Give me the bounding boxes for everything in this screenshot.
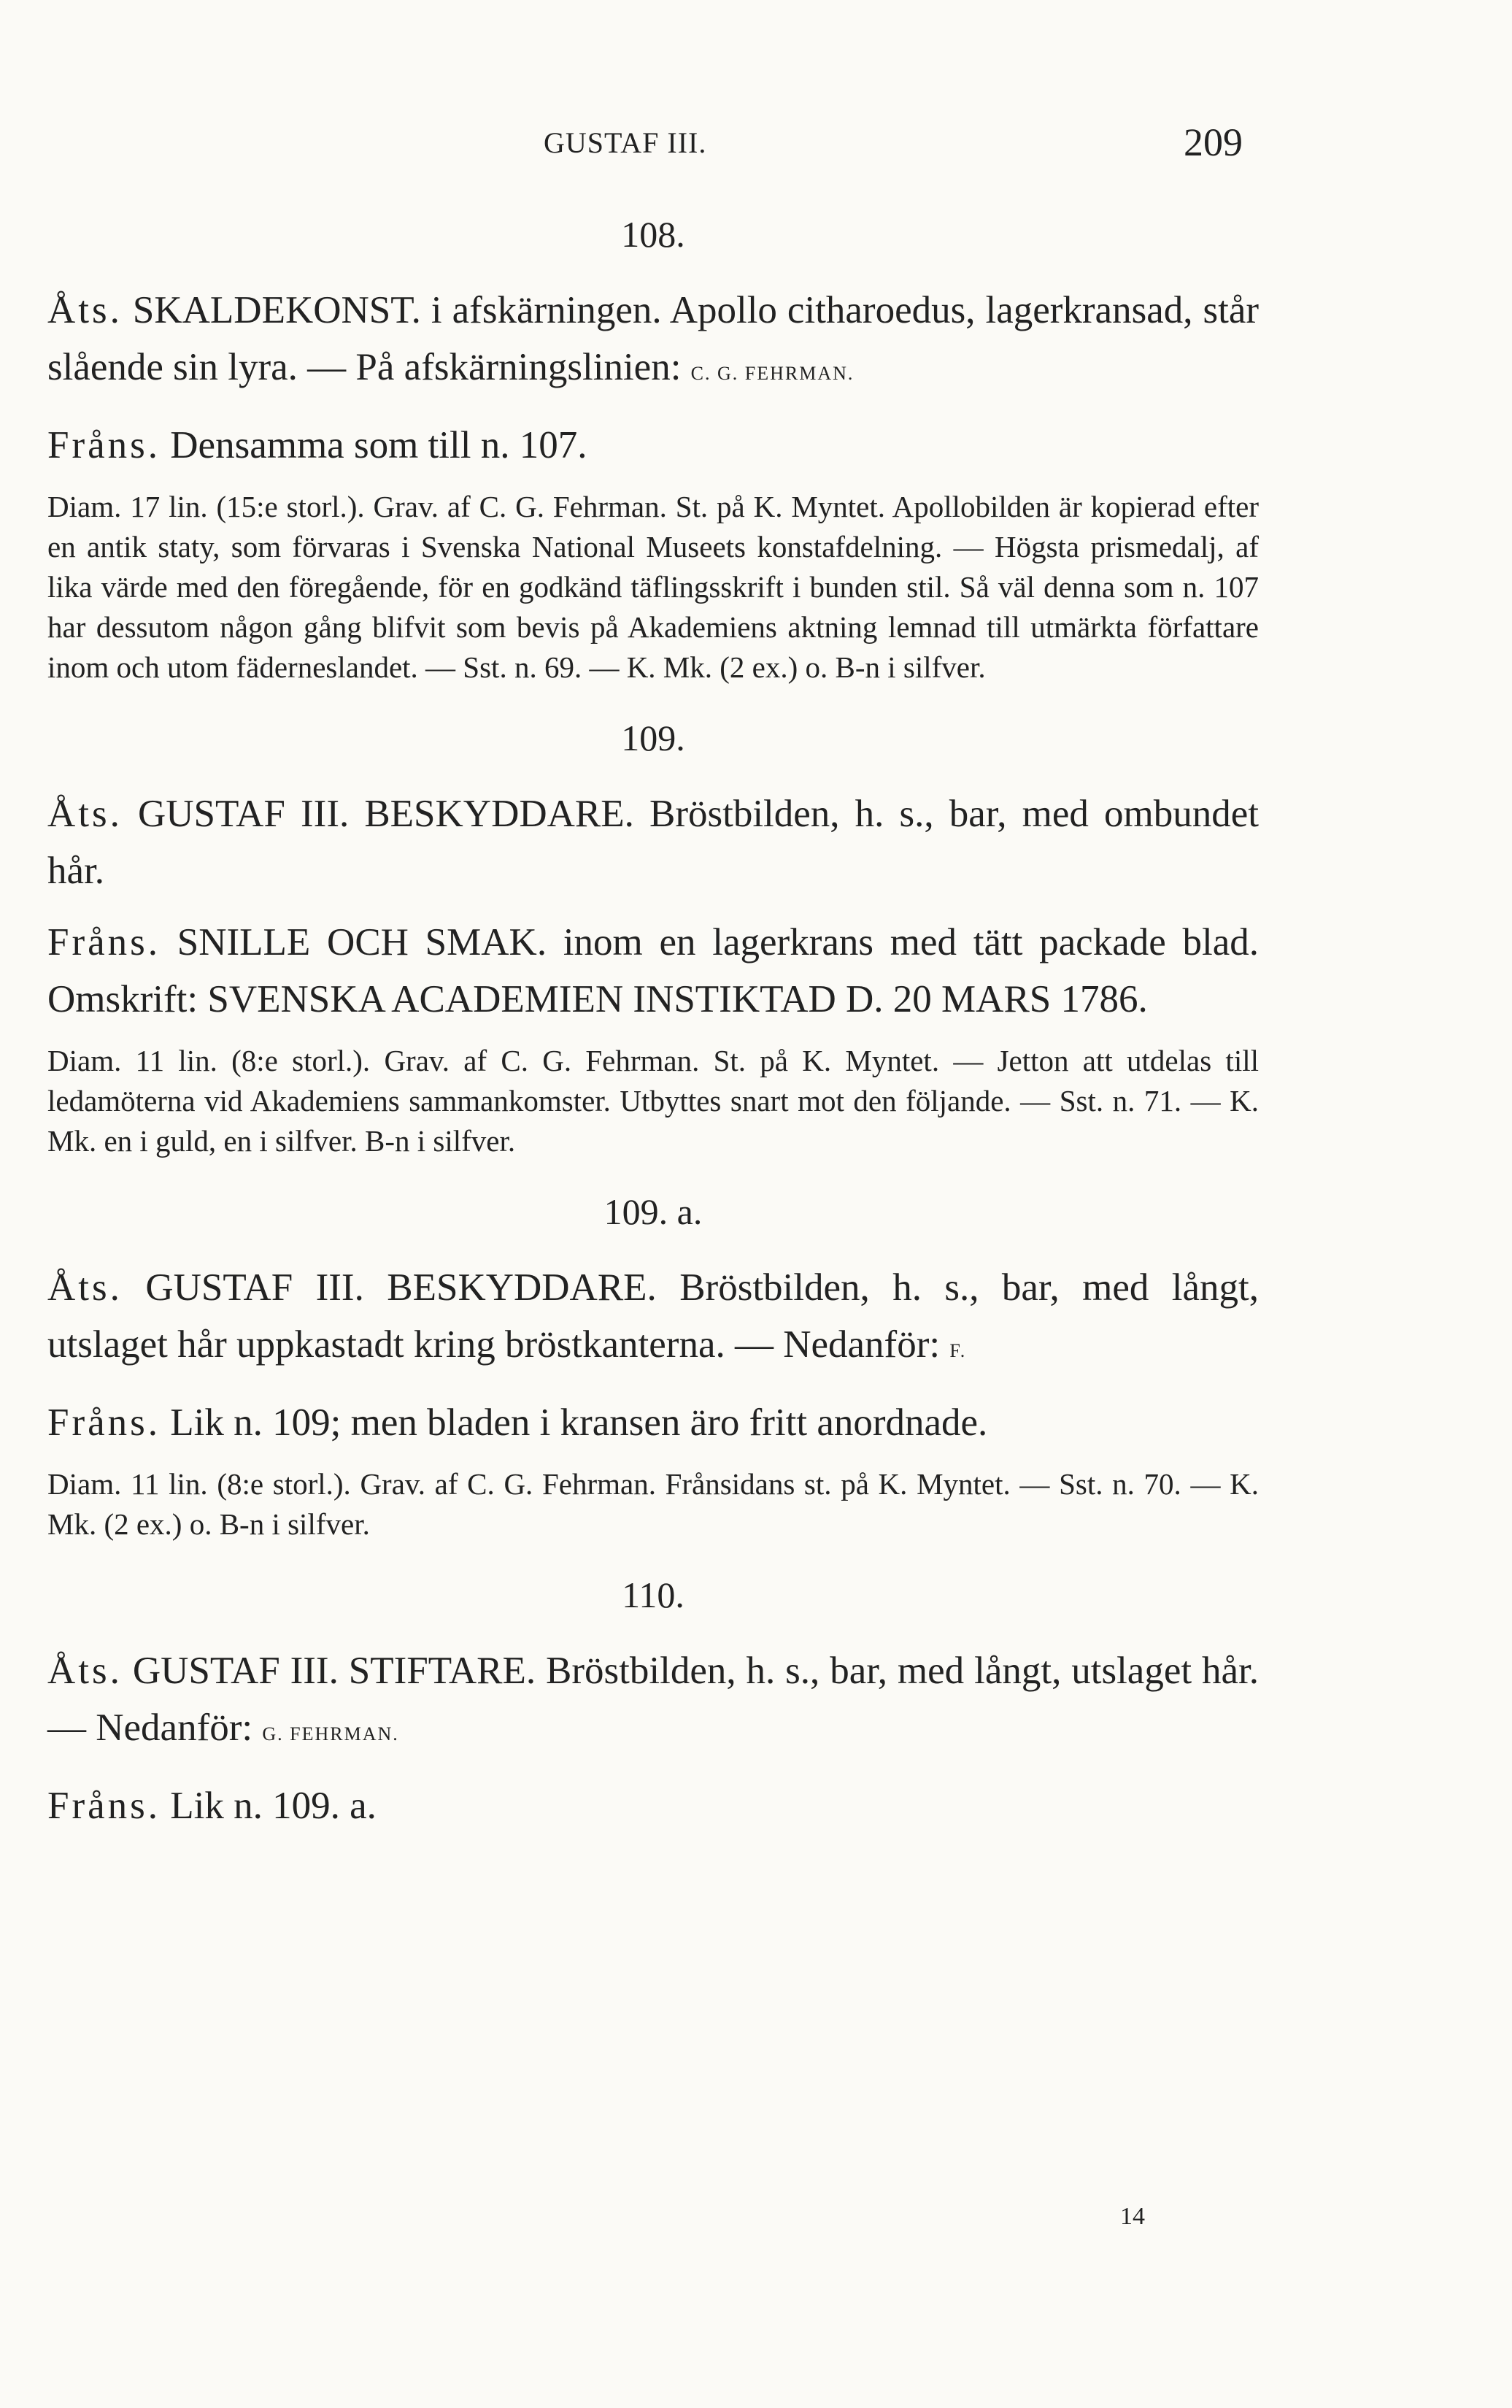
reverse-label: Fråns. — [47, 424, 161, 466]
entry-110 — [47, 1572, 1259, 1834]
reverse-text: Densamma som till n. 107. — [170, 424, 587, 466]
reverse-label: Fråns. — [47, 1785, 161, 1827]
obverse-label: Åts. — [47, 1650, 123, 1692]
reverse-description — [47, 914, 1259, 1028]
entry-notes: Diam. 11 lin. (8:e storl.). Grav. af C. G. Fehrman. St. på K. Myntet. — Jetton att utdelas till ledamöterna vid Akademiens sammankomster. Utbyttes snart mot den följande. — Sst. n. 71. — K. Mk. en i guld, en i silfver. B-n i silfver. — [47, 1044, 1259, 1158]
page-header — [0, 120, 1512, 169]
entry-108 — [47, 212, 1259, 688]
reverse-label: Fråns. — [47, 921, 161, 963]
reverse-description — [47, 417, 1259, 474]
entry-number: 109. a. — [603, 1191, 703, 1232]
signature-mark: 14 — [1120, 2203, 1145, 2230]
page-content — [47, 212, 1259, 1862]
obverse-label: Åts. — [47, 1266, 123, 1309]
entry-number: 110. — [622, 1574, 684, 1615]
entry-109 — [47, 715, 1259, 1161]
entry-number: 108. — [621, 214, 685, 255]
running-title: GUSTAF III. — [544, 126, 707, 159]
reverse-text: SNILLE OCH SMAK. inom en lagerkrans med tätt packade blad. Omskrift: SVENSKA ACADEMIEN INSTIKTAD D. 20 MARS 1786. — [47, 921, 1259, 1020]
obverse-text: GUSTAF III. BESKYDDARE. Bröstbilden, h. s., bar, med långt, utslaget hår uppkastadt kring bröstkanterna. — Nedanför: — [47, 1266, 1259, 1366]
engraver-signature: F. — [949, 1340, 967, 1361]
obverse-text: GUSTAF III. BESKYDDARE. Bröstbilden, h. s., bar, med ombundet hår. — [47, 793, 1259, 892]
engraver-signature: G. FEHRMAN. — [262, 1723, 399, 1745]
reverse-text: Lik n. 109; men bladen i kransen äro fritt anordnade. — [170, 1401, 988, 1444]
engraver-signature: C. G. FEHRMAN. — [690, 363, 855, 384]
page-number: 209 — [1184, 120, 1243, 164]
obverse-description — [47, 1259, 1259, 1380]
entry-number: 109. — [621, 718, 685, 758]
entry-109a — [47, 1189, 1259, 1545]
obverse-description — [47, 785, 1259, 899]
reverse-label: Fråns. — [47, 1401, 161, 1444]
obverse-description — [47, 1642, 1259, 1763]
obverse-description — [47, 282, 1259, 402]
reverse-description — [47, 1394, 1259, 1451]
obverse-text: GUSTAF III. STIFTARE. Bröstbilden, h. s., bar, med långt, utslaget hår. — Nedanför: — [47, 1650, 1259, 1749]
obverse-text: SKALDEKONST. i afskärningen. Apollo citharoedus, lagerkransad, står slående sin lyra. — På afskärningslinien: — [47, 289, 1259, 388]
reverse-text: Lik n. 109. a. — [170, 1785, 377, 1827]
obverse-label: Åts. — [47, 793, 123, 835]
reverse-description — [47, 1777, 1259, 1834]
obverse-label: Åts. — [47, 289, 123, 331]
entry-notes: Diam. 11 lin. (8:e storl.). Grav. af C. G. Fehrman. Frånsidans st. på K. Myntet. — Sst. n. 70. — K. Mk. (2 ex.) o. B-n i silfver. — [47, 1467, 1259, 1541]
entry-notes: Diam. 17 lin. (15:e storl.). Grav. af C. G. Fehrman. St. på K. Myntet. Apollobilden är kopierad efter en antik staty, som förvaras i Svenska National Museets konstafdelning. — Högsta prismedalj, af lika värde med den föregående, för en godkänd täflingsskrift i bunden stil. Så väl denna som n. 107 har dessutom någon gång blifvit som bevis på Akademiens aktning lemnad till utmärkta författare inom och utom fäderneslandet. — Sst. n. 69. — K. Mk. (2 ex.) o. B-n i silfver. — [47, 490, 1259, 684]
